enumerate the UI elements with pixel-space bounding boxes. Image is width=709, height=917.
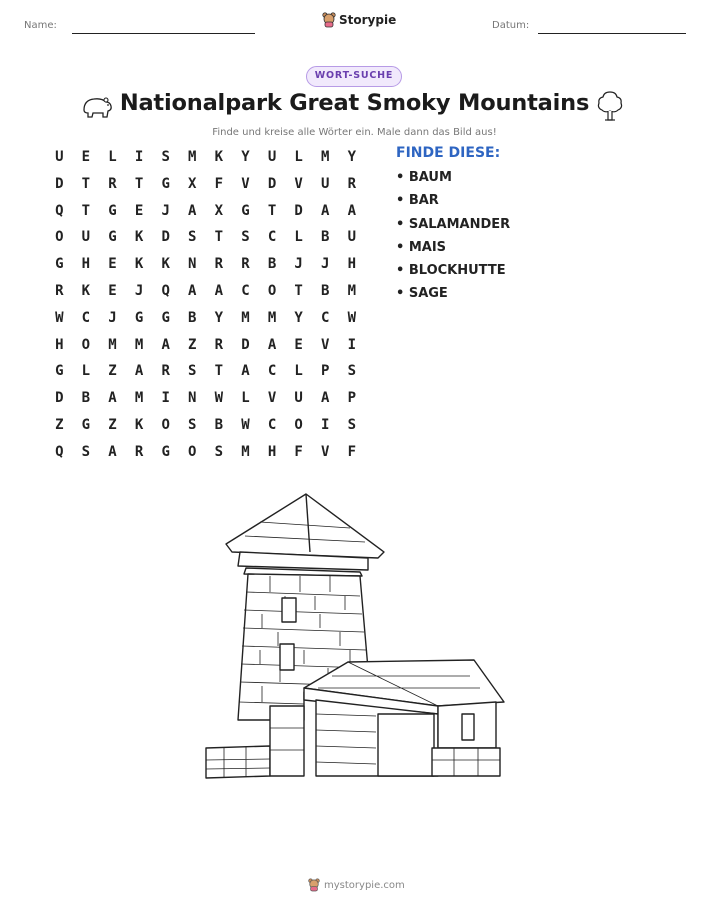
grid-row <box>46 439 365 466</box>
grid-letter[interactable]: T <box>81 202 91 219</box>
grid-letter[interactable]: W <box>55 309 64 326</box>
grid-letter[interactable]: Q <box>55 443 64 460</box>
grid-letter[interactable]: L <box>81 363 91 380</box>
grid-letter[interactable]: C <box>267 363 277 380</box>
grid-letter[interactable]: C <box>267 229 277 246</box>
brand-name: Storypie <box>339 13 397 27</box>
grid-letter[interactable]: P <box>321 363 330 380</box>
grid-letter[interactable]: S <box>241 229 250 246</box>
find-list-title: FINDE DIESE: <box>396 145 501 161</box>
grid-letter[interactable]: H <box>81 256 91 273</box>
grid-letter[interactable]: S <box>347 363 357 380</box>
grid-row <box>46 144 365 171</box>
grid-letter[interactable]: J <box>294 256 303 273</box>
grid-letter[interactable]: S <box>188 229 197 246</box>
grid-letter[interactable]: U <box>347 229 357 246</box>
grid-letter[interactable]: K <box>134 256 144 273</box>
grid-letter[interactable]: C <box>267 416 277 433</box>
grid-letter[interactable]: B <box>321 229 330 246</box>
grid-letter[interactable]: I <box>347 336 357 353</box>
word-search-tag: WORT-SUCHE <box>306 66 402 87</box>
grid-letter[interactable]: A <box>321 390 330 407</box>
grid-letter[interactable]: Q <box>161 282 170 299</box>
grid-letter[interactable]: Q <box>55 202 64 219</box>
grid-letter[interactable]: M <box>241 309 250 326</box>
lighthouse-cabin-illustration <box>200 492 510 782</box>
grid-letter[interactable]: D <box>267 175 277 192</box>
grid-letter[interactable]: A <box>161 336 170 353</box>
grid-letter[interactable]: T <box>267 202 277 219</box>
grid-letter[interactable]: O <box>161 416 170 433</box>
word-search-grid <box>46 144 365 466</box>
grid-letter[interactable]: T <box>81 175 91 192</box>
footer <box>308 878 405 892</box>
grid-row <box>46 385 365 412</box>
grid-letter[interactable]: T <box>294 282 303 299</box>
grid-letter[interactable]: S <box>161 149 170 165</box>
grid-letter[interactable]: J <box>161 202 170 219</box>
grid-letter[interactable]: M <box>134 336 144 353</box>
grid-letter[interactable]: W <box>241 416 250 433</box>
grid-letter[interactable]: M <box>321 149 330 165</box>
grid-letter[interactable]: I <box>134 149 144 165</box>
word-item: • MAIS <box>396 239 447 255</box>
grid-letter[interactable]: E <box>294 336 303 353</box>
grid-row <box>46 251 365 278</box>
grid-letter[interactable]: I <box>161 390 170 407</box>
grid-letter[interactable]: Y <box>294 309 303 326</box>
grid-letter[interactable]: D <box>294 202 303 219</box>
grid-letter[interactable]: K <box>214 149 224 165</box>
name-line <box>72 33 255 34</box>
grid-letter[interactable]: K <box>81 282 91 299</box>
grid-letter[interactable]: L <box>108 149 117 165</box>
grid-letter[interactable]: D <box>241 336 250 353</box>
word-list <box>396 170 510 310</box>
grid-letter[interactable]: G <box>161 309 170 326</box>
grid-letter[interactable]: B <box>81 390 91 407</box>
grid-letter[interactable]: D <box>161 229 170 246</box>
grid-letter[interactable]: X <box>188 175 197 192</box>
grid-letter[interactable]: A <box>321 202 330 219</box>
grid-letter[interactable]: Y <box>241 149 250 165</box>
grid-letter[interactable]: Z <box>188 336 197 353</box>
grid-letter[interactable]: I <box>321 416 330 433</box>
grid-letter[interactable]: L <box>294 149 303 165</box>
tree-icon <box>596 90 624 122</box>
grid-letter[interactable]: Z <box>55 416 64 433</box>
grid-letter[interactable]: S <box>81 443 91 460</box>
grid-letter[interactable]: N <box>188 390 197 407</box>
grid-letter[interactable]: J <box>134 282 144 299</box>
word-item: • SALAMANDER <box>396 216 511 232</box>
word-item: • BAUM <box>396 170 452 185</box>
grid-letter[interactable]: B <box>267 256 277 273</box>
grid-letter[interactable]: A <box>188 282 197 299</box>
grid-letter[interactable]: G <box>161 443 170 460</box>
grid-letter[interactable]: E <box>108 282 117 299</box>
bear-mascot-icon <box>308 878 320 892</box>
grid-letter[interactable]: L <box>294 363 303 380</box>
grid-letter[interactable]: F <box>347 443 357 460</box>
page-title: Nationalpark Great Smoky Mountains <box>119 90 590 116</box>
bear-mascot-icon <box>322 12 336 28</box>
grid-letter[interactable]: A <box>241 363 250 380</box>
grid-letter[interactable]: G <box>161 175 170 192</box>
grid-letter[interactable]: R <box>214 336 224 353</box>
grid-letter[interactable]: K <box>161 256 170 273</box>
grid-row <box>46 278 365 305</box>
grid-letter[interactable]: V <box>241 175 250 192</box>
grid-letter[interactable]: A <box>108 390 117 407</box>
grid-letter[interactable]: W <box>214 390 224 407</box>
brand-logo <box>322 12 396 28</box>
grid-letter[interactable]: O <box>81 336 91 353</box>
grid-letter[interactable]: R <box>161 363 170 380</box>
grid-letter[interactable]: Z <box>108 416 117 433</box>
grid-letter[interactable]: M <box>108 336 117 353</box>
grid-letter[interactable]: K <box>134 229 144 246</box>
instructions: Finde und kreise alle Wörter ein. Male dann das Bild aus! <box>212 127 497 138</box>
grid-row <box>46 198 365 225</box>
grid-letter[interactable]: G <box>241 202 250 219</box>
grid-letter[interactable]: F <box>214 175 224 192</box>
grid-letter[interactable]: G <box>55 363 64 380</box>
grid-letter[interactable]: J <box>108 309 117 326</box>
grid-letter[interactable]: S <box>214 443 224 460</box>
grid-letter[interactable]: O <box>55 229 64 246</box>
grid-letter[interactable]: R <box>134 443 144 460</box>
grid-letter[interactable]: R <box>214 256 224 273</box>
grid-letter[interactable]: U <box>55 149 64 165</box>
grid-row <box>46 305 365 332</box>
word-item: • SAGE <box>396 286 448 302</box>
date-label: Datum: <box>492 20 530 31</box>
grid-letter[interactable]: D <box>55 175 64 192</box>
grid-letter[interactable]: W <box>347 309 357 326</box>
grid-row <box>46 224 365 251</box>
grid-letter[interactable]: Y <box>347 149 357 165</box>
grid-letter[interactable]: T <box>214 229 224 246</box>
grid-letter[interactable]: B <box>188 309 197 326</box>
grid-row <box>46 171 365 198</box>
grid-letter[interactable]: A <box>108 443 117 460</box>
grid-row <box>46 412 365 439</box>
grid-letter[interactable]: J <box>321 256 330 273</box>
grid-letter[interactable]: A <box>188 202 197 219</box>
footer-url: mystorypie.com <box>324 879 405 891</box>
grid-letter[interactable]: H <box>267 443 277 460</box>
grid-letter[interactable]: V <box>294 175 303 192</box>
grid-letter[interactable]: N <box>188 256 197 273</box>
grid-letter[interactable]: X <box>214 202 224 219</box>
grid-letter[interactable]: V <box>321 443 330 460</box>
grid-letter[interactable]: L <box>241 390 250 407</box>
grid-row <box>46 358 365 385</box>
grid-letter[interactable]: E <box>81 149 91 165</box>
grid-letter[interactable]: G <box>81 416 91 433</box>
grid-letter[interactable]: O <box>294 416 303 433</box>
grid-letter[interactable]: G <box>55 256 64 273</box>
grid-letter[interactable]: C <box>81 309 91 326</box>
grid-row <box>46 332 365 359</box>
word-item: • BLOCKHUTTE <box>396 263 506 279</box>
grid-letter[interactable]: U <box>81 229 91 246</box>
grid-letter[interactable]: P <box>347 390 357 407</box>
grid-letter[interactable]: A <box>214 282 224 299</box>
grid-letter[interactable]: T <box>134 175 144 192</box>
grid-letter[interactable]: B <box>321 282 330 299</box>
grid-letter[interactable]: A <box>134 363 144 380</box>
grid-letter[interactable]: S <box>347 416 357 433</box>
grid-letter[interactable]: U <box>294 390 303 407</box>
grid-letter[interactable]: L <box>294 229 303 246</box>
grid-letter[interactable]: O <box>188 443 197 460</box>
grid-letter[interactable]: V <box>267 390 277 407</box>
grid-letter[interactable]: M <box>347 282 357 299</box>
grid-letter[interactable]: R <box>241 256 250 273</box>
grid-letter[interactable]: V <box>321 336 330 353</box>
grid-letter[interactable]: U <box>321 175 330 192</box>
grid-letter[interactable]: A <box>267 336 277 353</box>
grid-letter[interactable]: M <box>134 390 144 407</box>
grid-letter[interactable]: R <box>55 282 64 299</box>
grid-letter[interactable]: A <box>347 202 357 219</box>
grid-letter[interactable]: M <box>267 309 277 326</box>
grid-letter[interactable]: K <box>134 416 144 433</box>
grid-letter[interactable]: R <box>347 175 357 192</box>
grid-letter[interactable]: C <box>321 309 330 326</box>
word-item: • BAR <box>396 193 439 209</box>
grid-letter[interactable]: Y <box>214 309 224 326</box>
grid-letter[interactable]: O <box>267 282 277 299</box>
grid-letter[interactable]: H <box>347 256 357 273</box>
grid-letter[interactable]: M <box>188 149 197 165</box>
grid-letter[interactable]: D <box>55 390 64 407</box>
grid-letter[interactable]: F <box>294 443 303 460</box>
grid-letter[interactable]: B <box>214 416 224 433</box>
date-line <box>538 33 686 34</box>
grid-letter[interactable]: R <box>108 175 117 192</box>
grid-letter[interactable]: G <box>108 202 117 219</box>
name-label: Name: <box>24 20 57 31</box>
grid-letter[interactable]: C <box>241 282 250 299</box>
grid-letter[interactable]: S <box>188 416 197 433</box>
grid-letter[interactable]: G <box>108 229 117 246</box>
grid-letter[interactable]: S <box>188 363 197 380</box>
grid-letter[interactable]: E <box>134 202 144 219</box>
grid-letter[interactable]: E <box>108 256 117 273</box>
grid-letter[interactable]: T <box>214 363 224 380</box>
grid-letter[interactable]: G <box>134 309 144 326</box>
grid-letter[interactable]: M <box>241 443 250 460</box>
grid-letter[interactable]: U <box>267 149 277 165</box>
grid-letter[interactable]: H <box>55 336 64 353</box>
grid-letter[interactable]: Z <box>108 363 117 380</box>
